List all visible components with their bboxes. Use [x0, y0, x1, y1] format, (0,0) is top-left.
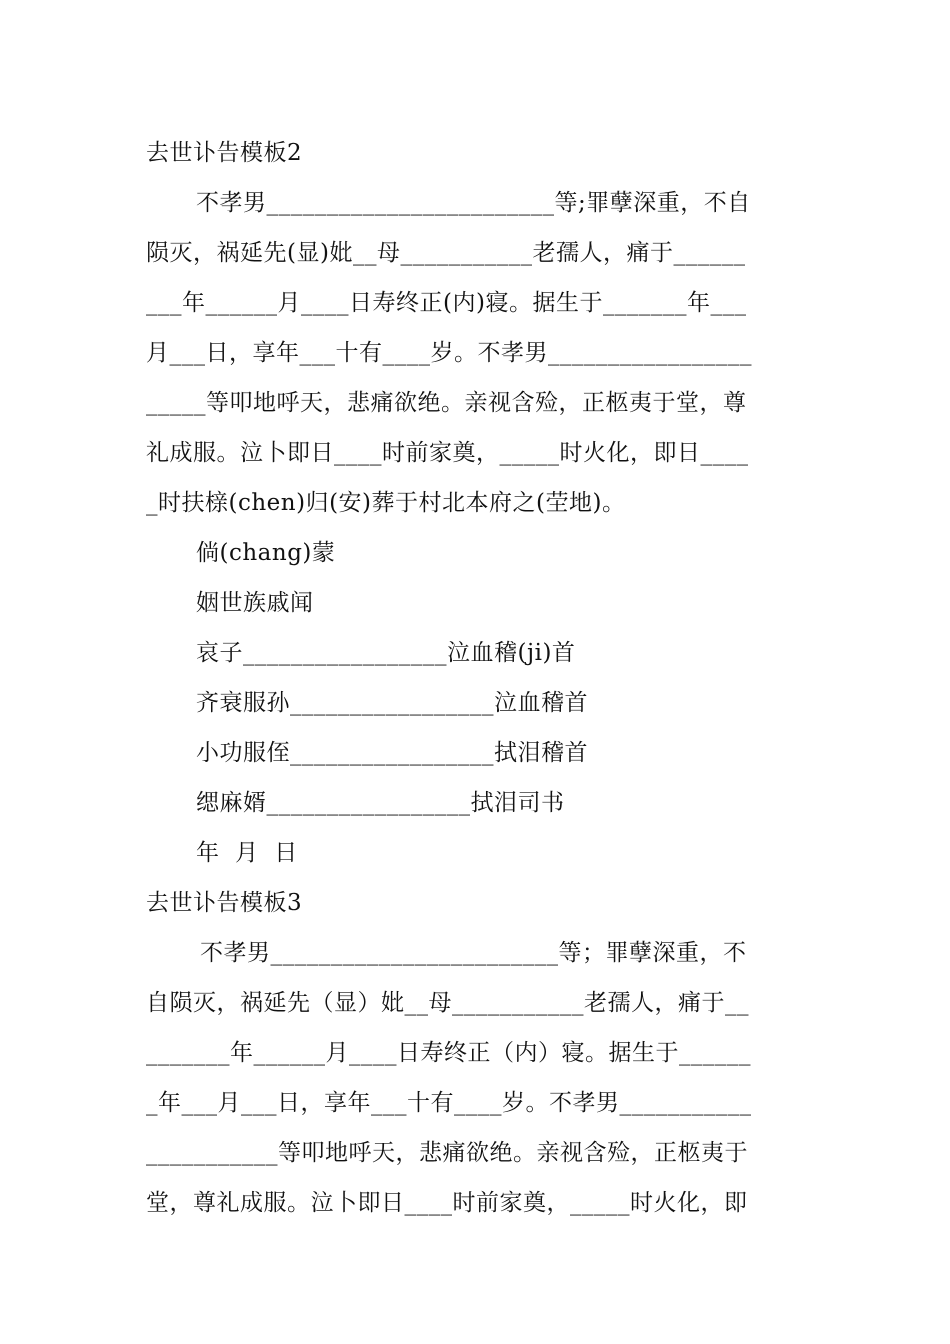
- date-line: 年 月 日: [196, 840, 298, 866]
- section-heading: 去世讣告模板3: [146, 890, 303, 916]
- paragraph-line: 陨灭，祸延先(显)妣__母___________老孺人，痛于______: [146, 240, 746, 266]
- signature-line: 哀子_________________泣血稽(ji)首: [196, 640, 576, 666]
- paragraph-line: ___年______月____日寿终正(内)寝。据生于_______年___: [146, 290, 747, 316]
- paragraph-line: 不孝男________________________等；罪孽深重，不: [200, 940, 747, 966]
- paragraph-line: 礼成服。泣卜即日____时前家奠，_____时火化，即日____: [146, 440, 749, 466]
- signature-line: 小功服侄_________________拭泪稽首: [196, 740, 588, 766]
- paragraph-line: 不孝男________________________等;罪孽深重，不自: [196, 190, 751, 216]
- paragraph-line: 堂，尊礼成服。泣卜即日____时前家奠，_____时火化，即: [146, 1190, 748, 1216]
- signature-line: 缌麻婿_________________拭泪司书: [196, 790, 565, 816]
- paragraph-line: 月___日，享年___十有____岁。不孝男_________________: [146, 340, 752, 366]
- paragraph-line: _年___月___日，享年___十有____岁。不孝男___________: [146, 1090, 752, 1116]
- paragraph-line: _____等叩地呼天，悲痛欲绝。亲视含殓，正柩夷于堂，尊: [146, 390, 747, 416]
- paragraph-line: _______年______月____日寿终正（内）寝。据生于______: [146, 1040, 751, 1066]
- paragraph-line: ___________等叩地呼天，悲痛欲绝。亲视含殓，正柩夷于: [146, 1140, 748, 1166]
- section-heading: 去世讣告模板2: [146, 140, 303, 166]
- paragraph-line: 自陨灭，祸延先（显）妣__母___________老孺人，痛于__: [146, 990, 749, 1016]
- closing-line: 倘(chang)蒙: [196, 540, 336, 566]
- signature-line: 齐衰服孙_________________泣血稽首: [196, 690, 588, 716]
- closing-line: 姻世族戚闻: [196, 590, 314, 616]
- paragraph-line: _时扶榇(chen)归(安)葬于村北本府之(茔地)。: [146, 490, 626, 516]
